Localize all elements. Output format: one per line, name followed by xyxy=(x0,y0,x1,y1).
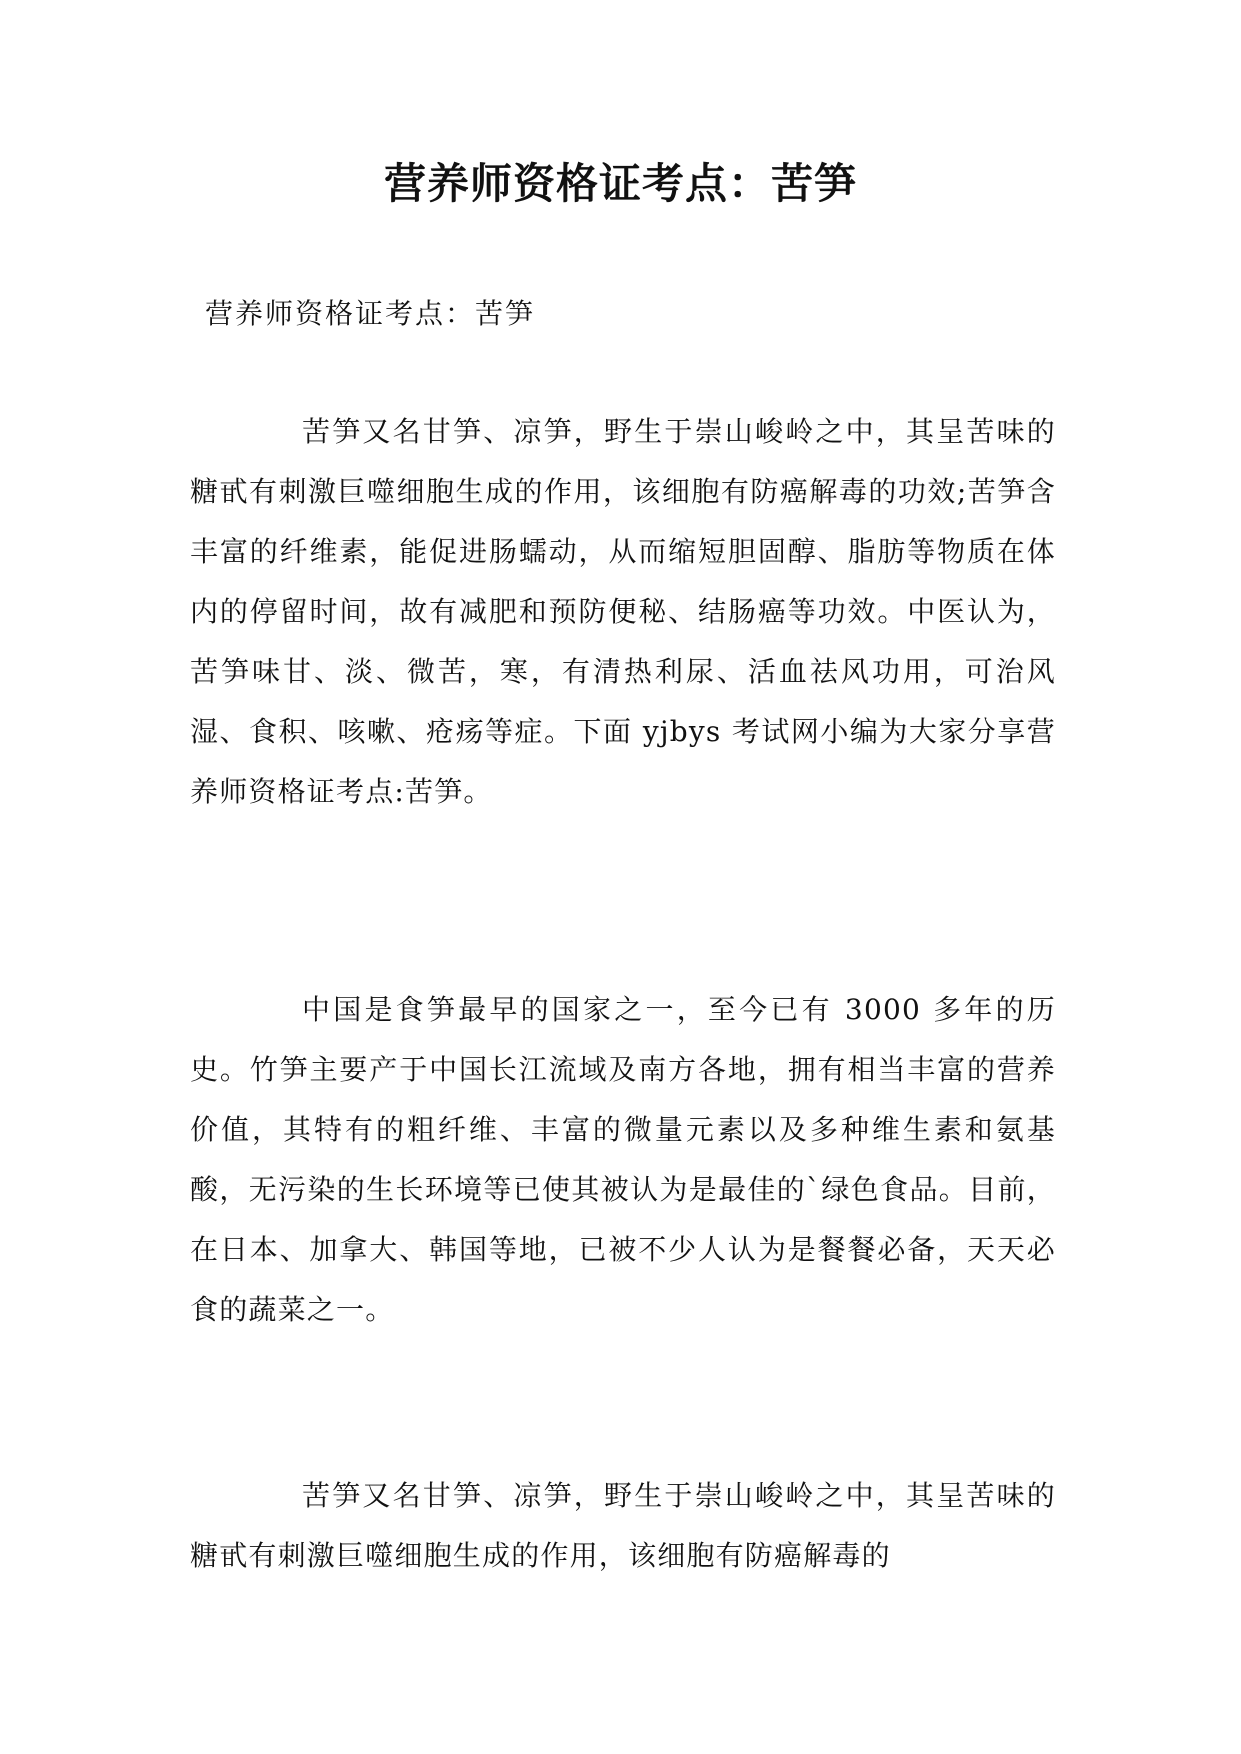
page-title: 营养师资格证考点：苦笋 xyxy=(383,159,857,208)
body-paragraph-2: 中国是食笋最早的国家之一，至今已有 3000 多年的历史。竹笋主要产于中国长江流域及南方各地，拥有相当丰富的营养价值，其特有的粗纤维、丰富的微量元素以及多种维生素和氨基酸，无污染的生长环境等已使其被认为是最佳的`绿色食品。目前，在日本、加拿大、韩国等地，已被不少人认为是餐餐必备，天天必食的蔬菜之一。 xyxy=(190,993,1056,1326)
body-paragraph-3: 苦笋又名甘笋、凉笋，野生于崇山峻岭之中，其呈苦味的糖甙有刺激巨噬细胞生成的作用，该细胞有防癌解毒的 xyxy=(190,1479,1056,1572)
document-subtitle: 营养师资格证考点：苦笋 xyxy=(205,297,536,330)
body-paragraph-1: 苦笋又名甘笋、凉笋，野生于崇山峻岭之中，其呈苦味的糖甙有刺激巨噬细胞生成的作用，该细胞有防癌解毒的功效;苦笋含丰富的纤维素，能促进肠蠕动，从而缩短胆固醇、脂肪等物质在体内的停留时间，故有减肥和预防便秘、结肠癌等功效。中医认为，苦笋味甘、淡、微苦，寒，有清热利尿、活血祛风功用，可治风湿、食积、咳嗽、疮疡等症。下面 yjbys 考试网小编为大家分享营养师资格证考点:苦笋。 xyxy=(190,415,1056,808)
